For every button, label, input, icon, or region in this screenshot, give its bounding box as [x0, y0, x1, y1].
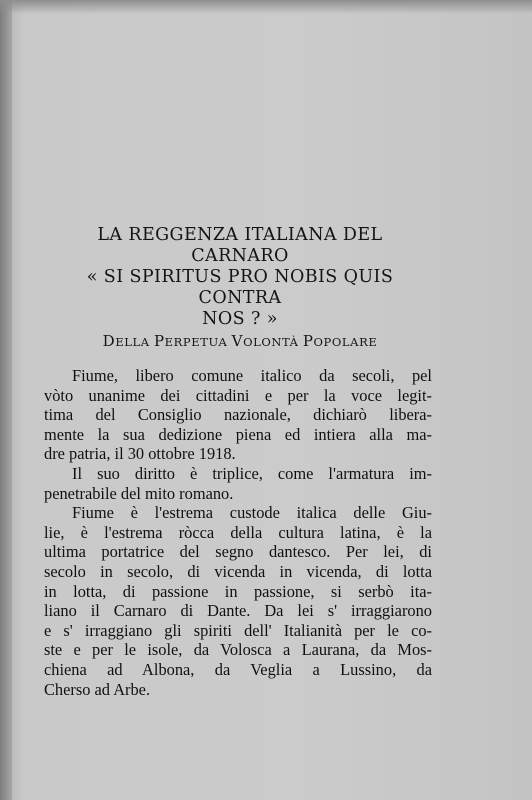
body-line: mente la sua dedizione piena ed intiera alla ma- — [44, 424, 432, 444]
body-line: liano il Carnaro di Dante. Da lei s' irraggiarono — [44, 601, 432, 621]
body-line: ste e per le isole, da Volosca a Laurana, da Mos- — [44, 640, 432, 660]
body-line: ultima portatrice del segno dantesco. Per lei, di — [44, 542, 432, 562]
title-line-1: LA REGGENZA ITALIANA DEL CARNARO — [97, 225, 383, 266]
title-line-2: « SI SPIRITUS PRO NOBIS QUIS CONTRA — [86, 267, 394, 308]
body-line: vòto unanime dei cittadini e per la voce legit- — [44, 385, 432, 405]
page-gutter-shadow — [0, 0, 12, 800]
body-line: secolo in secolo, di vicenda in vicenda, di lotta — [44, 561, 432, 581]
title-line-3: NOS ? » — [202, 309, 278, 329]
body-line: Il suo diritto è triplice, come l'armatura im- — [72, 463, 432, 483]
body-line: Fiume è l'estrema custode italica delle Giu- — [72, 503, 432, 523]
section-heading: DELLA PERPETUA VOLONTÀ POPOLARE — [102, 332, 378, 350]
page-top-shadow — [0, 0, 532, 14]
body-line: dre patria, il 30 ottobre 1918. — [44, 444, 236, 464]
body-line: in lotta, di passione in passione, si serbò ita- — [44, 581, 432, 601]
body-line: Cherso ad Arbe. — [44, 679, 151, 699]
body-line: Fiume, libero comune italico da secoli, pel — [72, 366, 432, 385]
chapter-title — [48, 225, 432, 330]
body-line: chiena ad Albona, da Veglia a Lussino, da — [44, 659, 432, 679]
body-line: penetrabile del mito romano. — [44, 483, 234, 503]
body-text — [44, 366, 432, 699]
body-line: tima del Consiglio nazionale, dichiarò libera- — [44, 405, 432, 425]
body-line: e s' irraggiano gli spiriti dell' Italianità per le co- — [44, 620, 432, 640]
body-line: lie, è l'estrema ròcca della cultura latina, è la — [44, 522, 432, 542]
